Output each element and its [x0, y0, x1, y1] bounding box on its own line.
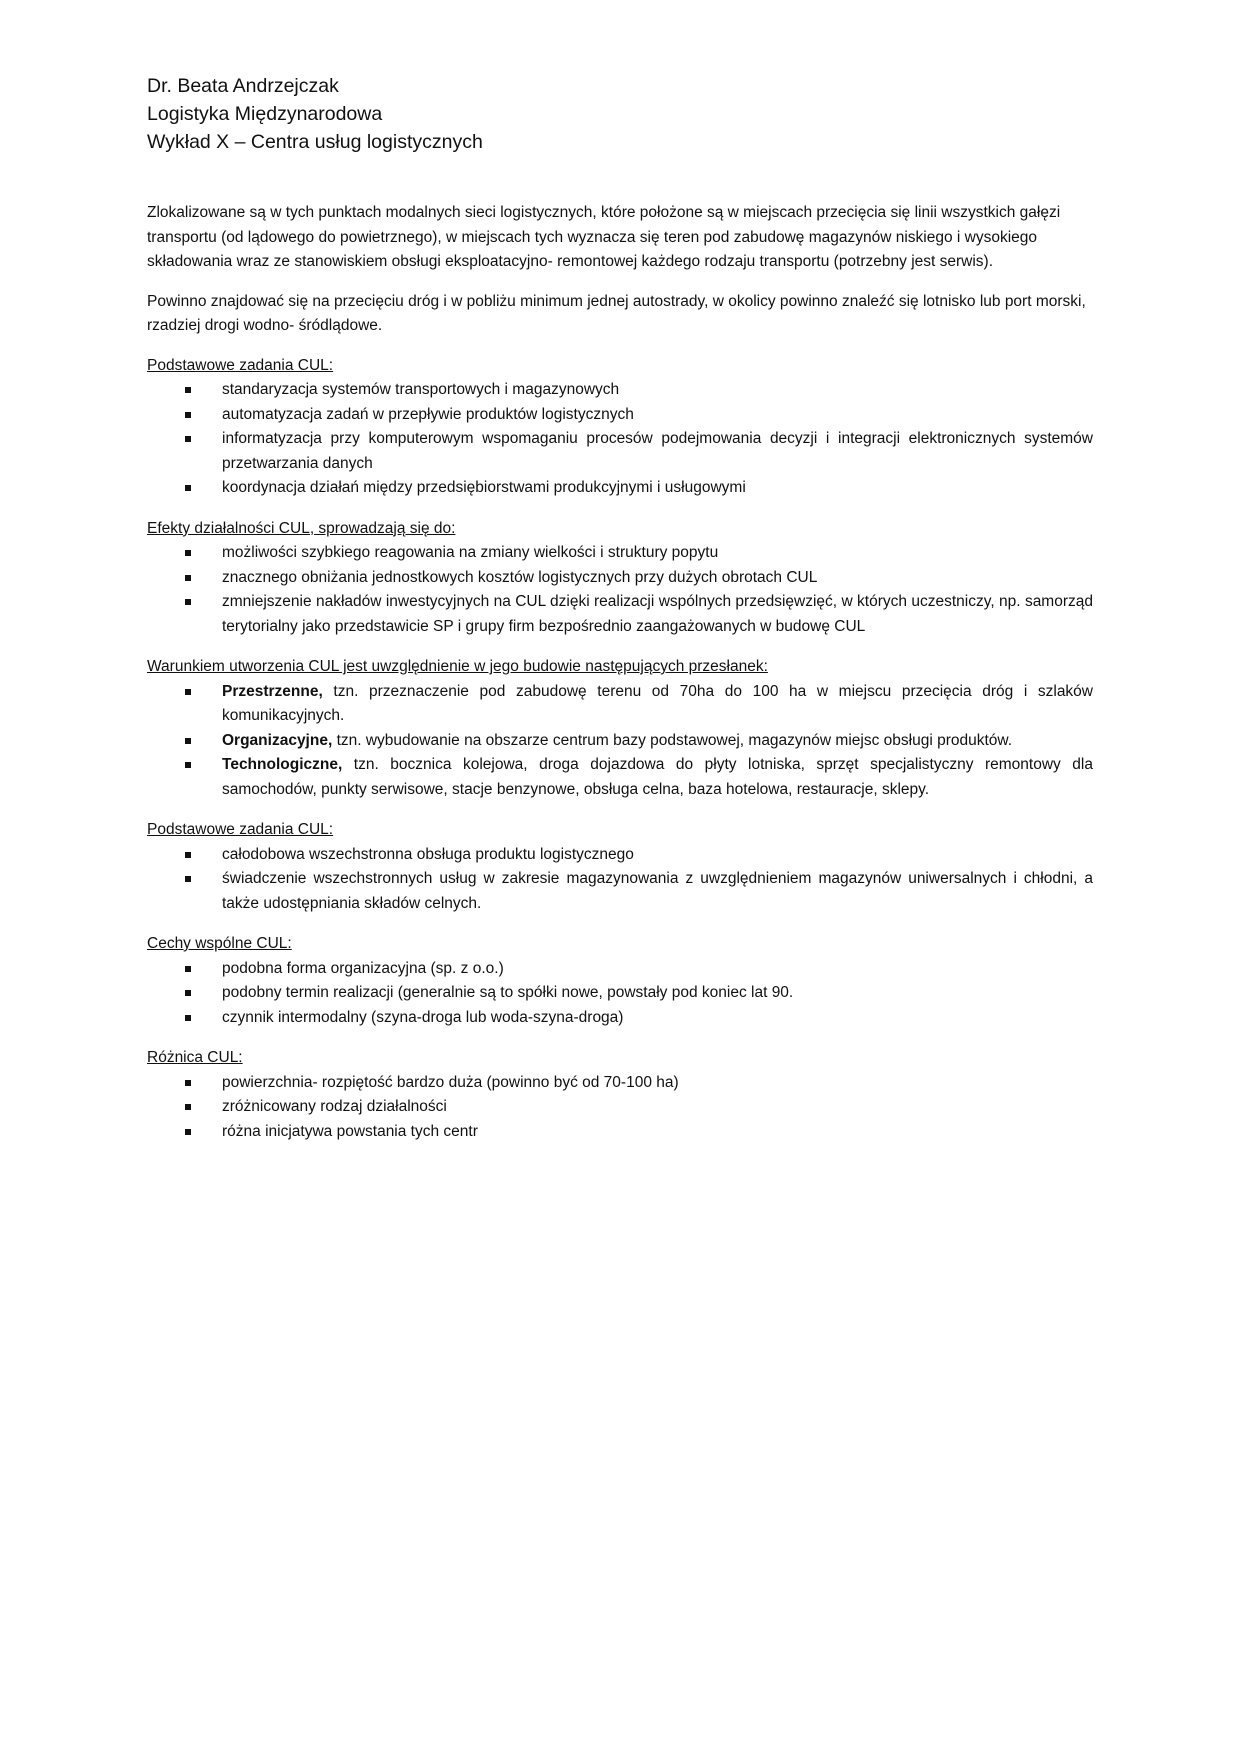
square-bullet-icon [185, 689, 191, 695]
item-text: czynnik intermodalny (szyna-droga lub woda-szyna-droga) [222, 1008, 624, 1026]
list-item [147, 476, 1093, 501]
square-bullet-icon [185, 876, 191, 882]
item-text: różna inicjatywa powstania tych centr [222, 1122, 478, 1140]
section-title: Podstawowe zadania CUL: [147, 356, 334, 374]
square-bullet-icon [185, 990, 191, 996]
list-item [147, 566, 1093, 591]
list-item [147, 1095, 1093, 1120]
document-page [147, 72, 1093, 1160]
item-text: automatyzacja zadań w przepływie produktów logistycznych [222, 405, 634, 423]
list-item [147, 867, 1093, 916]
list-item [147, 729, 1093, 754]
item-text: znacznego obniżania jednostkowych kosztów logistycznych przy dużych obrotach CUL [222, 568, 818, 586]
sections-container [147, 354, 1093, 1145]
item-text: podobna forma organizacyjna (sp. z o.o.) [222, 959, 504, 977]
item-bold-label: Organizacyjne, [222, 731, 333, 749]
item-bold-label: Przestrzenne, [222, 682, 323, 700]
course-title: Logistyka Międzynarodowa [147, 103, 383, 125]
bullet-list [147, 680, 1093, 803]
square-bullet-icon [185, 1080, 191, 1086]
item-text: całodobowa wszechstronna obsługa produktu logistycznego [222, 845, 634, 863]
list-item [147, 981, 1093, 1006]
list-item [147, 590, 1093, 639]
list-item [147, 957, 1093, 982]
intro-paragraph-1: Zlokalizowane są w tych punktach modalnych sieci logistycznych, które położone są w miejscach przecięcia się linii wszystkich gałęzi transportu (od lądowego do powietrznego), w miejscach tych wyznacza się teren pod zabudowę magazynów niskiego i wysokiego składowania wraz ze stanowiskiem obsługi eksploatacyjno- remontowej każdego rodzaju transportu (potrzebny jest serwis). [147, 204, 1061, 270]
bullet-list [147, 541, 1093, 639]
square-bullet-icon [185, 1015, 191, 1021]
bullet-list [147, 957, 1093, 1031]
item-text: świadczenie wszechstronnych usług w zakresie magazynowania z uwzględnieniem magazynów uniwersalnych i chłodni, a także udostępniania składów celnych. [222, 870, 1093, 912]
section-title: Cechy wspólne CUL: [147, 935, 292, 952]
list-item [147, 378, 1093, 403]
item-text: informatyzacja przy komputerowym wspomaganiu procesów podejmowania decyzji i integracji elektronicznych systemów przetwarzania danych [222, 430, 1093, 472]
list-item [147, 403, 1093, 428]
section-title: Efekty działalności CUL, sprowadzają się do: [147, 519, 456, 537]
square-bullet-icon [185, 762, 191, 768]
bullet-list [147, 378, 1093, 501]
list-item [147, 680, 1093, 729]
bullet-list [147, 1071, 1093, 1145]
lecture-title: Wykład X – Centra usług logistycznych [147, 131, 483, 153]
square-bullet-icon [185, 550, 191, 556]
section-title: Podstawowe zadania CUL: [147, 821, 334, 838]
list-item [147, 753, 1093, 802]
square-bullet-icon [185, 738, 191, 744]
item-text: standaryzacja systemów transportowych i magazynowych [222, 381, 620, 398]
item-text: podobny termin realizacji (generalnie są to spółki nowe, powstały pod koniec lat 90. [222, 984, 794, 1001]
item-text: powierzchnia- rozpiętość bardzo duża (powinno być od 70-100 ha) [222, 1073, 679, 1091]
square-bullet-icon [185, 1104, 191, 1110]
item-bold-label: Technologiczne, [222, 756, 343, 773]
item-text: zróżnicowany rodzaj działalności [222, 1098, 447, 1115]
square-bullet-icon [185, 412, 191, 418]
square-bullet-icon [185, 852, 191, 858]
section-title: Warunkiem utworzenia CUL jest uwzględnienie w jego budowie następujących przesłanek: [147, 658, 768, 675]
square-bullet-icon [185, 599, 191, 605]
item-text: koordynacja działań między przedsiębiorstwami produkcyjnymi i usługowymi [222, 479, 746, 496]
square-bullet-icon [185, 575, 191, 581]
list-item [147, 1006, 1093, 1031]
item-text: tzn. przeznaczenie pod zabudowę terenu od 70ha do 100 ha w miejscu przecięcia dróg i szlaków komunikacyjnych. [222, 682, 1093, 724]
item-text: tzn. wybudowanie na obszarze centrum bazy podstawowej, magazynów miejsc obsługi produktów. [332, 731, 1013, 749]
item-text: zmniejszenie nakładów inwestycyjnych na CUL dzięki realizacji wspólnych przedsięwzięć, w których uczestniczy, np. samorząd terytorialny jako przedstawicie SP i grupy firm bezpośrednio zaangażowanych w budowę CUL [222, 593, 1093, 635]
bullet-list [147, 843, 1093, 917]
item-text: tzn. bocznica kolejowa, droga dojazdowa do płyty lotniska, sprzęt specjalistyczny remontowy dla samochodów, punkty serwisowe, stacje benzynowe, obsługa celna, baza hotelowa, restauracje, sklepy. [222, 756, 1093, 798]
list-item [147, 541, 1093, 566]
square-bullet-icon [185, 966, 191, 972]
item-text: możliwości szybkiego reagowania na zmiany wielkości i struktury popytu [222, 544, 719, 561]
list-item [147, 1120, 1093, 1145]
list-item [147, 427, 1093, 476]
document-header [147, 72, 1093, 156]
section-title: Różnica CUL: [147, 1049, 243, 1066]
intro-paragraph-2: Powinno znajdować się na przecięciu dróg i w pobliżu minimum jednej autostrady, w okolicy powinno znaleźć się lotnisko lub port morski, rzadziej drogi wodno- śródlądowe. [147, 292, 1086, 334]
square-bullet-icon [185, 485, 191, 491]
square-bullet-icon [185, 436, 191, 442]
list-item [147, 843, 1093, 868]
square-bullet-icon [185, 387, 191, 393]
author-name: Dr. Beata Andrzejczak [147, 75, 339, 97]
list-item [147, 1071, 1093, 1096]
square-bullet-icon [185, 1129, 191, 1135]
